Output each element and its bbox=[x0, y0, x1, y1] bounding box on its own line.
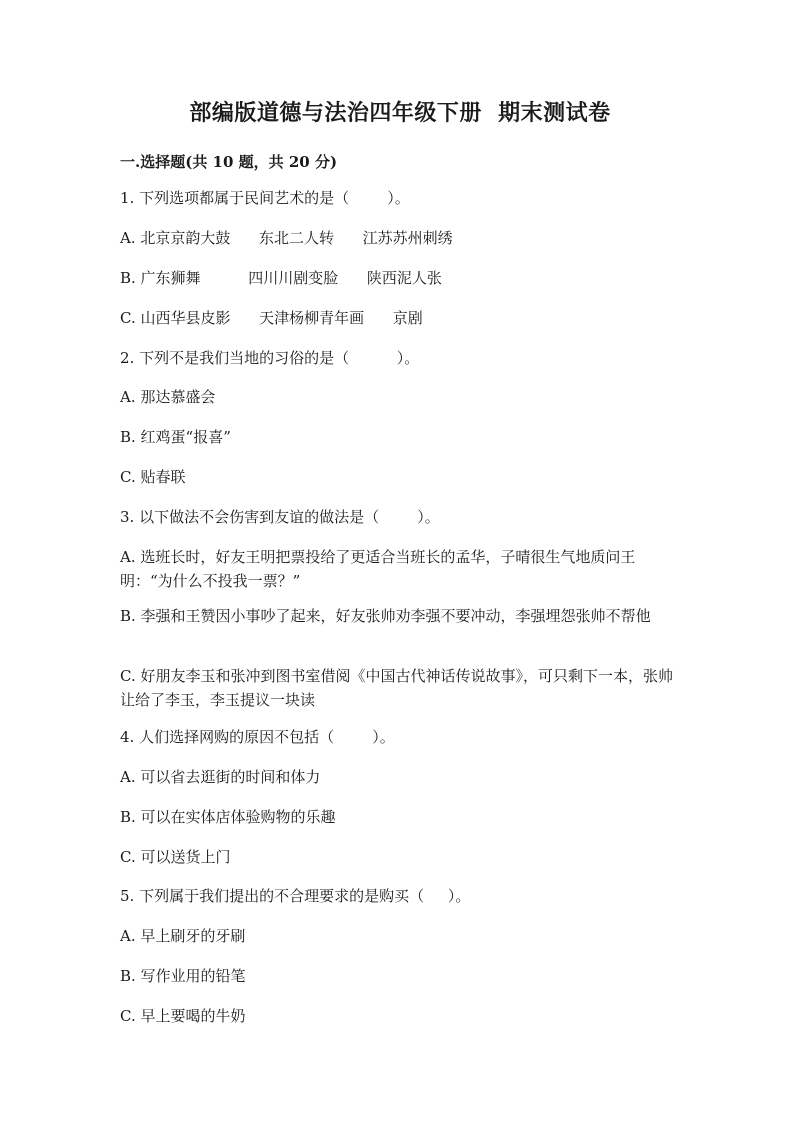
question-2-option-c: C. 贴春联 bbox=[120, 468, 186, 486]
question-1-option-c: C. 山西华县皮影 天津杨柳青年画 京剧 bbox=[120, 309, 423, 327]
question-5-option-a: A. 早上刷牙的牙刷 bbox=[120, 927, 246, 945]
question-5-stem: 5. 下列属于我们提出的不合理要求的是购买（ ）。 bbox=[120, 887, 471, 905]
question-4-option-c: C. 可以送货上门 bbox=[120, 848, 231, 866]
question-4-stem: 4. 人们选择网购的原因不包括（ ）。 bbox=[120, 728, 395, 746]
question-2-option-a: A. 那达慕盛会 bbox=[120, 388, 216, 406]
question-5-option-b: B. 写作业用的铅笔 bbox=[120, 967, 246, 985]
question-1-option-a: A. 北京京韵大鼓 东北二人转 江苏苏州刺绣 bbox=[120, 229, 453, 247]
question-3-option-c: C. 好朋友李玉和张冲到图书室借阅《中国古代神话传说故事》，可只剩下一本，张帅让给了李玉，李玉提议一块读 bbox=[120, 667, 673, 709]
question-2-stem: 2. 下列不是我们当地的习俗的是（ ）。 bbox=[120, 349, 420, 367]
question-1-stem: 1. 下列选项都属于民间艺术的是（ ）。 bbox=[120, 189, 410, 207]
question-1-option-b: B. 广东狮舞 四川川剧变脸 陕西泥人张 bbox=[120, 269, 442, 287]
question-3-option-a: A. 选班长时，好友王明把票投给了更适合当班长的孟华，子晴很生气地质问王明：“为什么不投我一票？” bbox=[120, 548, 636, 590]
question-5-option-c: C. 早上要喝的牛奶 bbox=[120, 1007, 246, 1025]
question-3-stem: 3. 以下做法不会伤害到友谊的做法是（ ）。 bbox=[120, 508, 440, 526]
question-3-option-b: B. 李强和王赞因小事吵了起来，好友张帅劝李强不要冲动，李强埋怨张帅不帮他 bbox=[120, 607, 651, 625]
page-title: 部编版道德与法治四年级下册 期末测试卷 bbox=[189, 100, 611, 126]
section-heading: 一.选择题(共 10 题，共 20 分) bbox=[120, 153, 338, 171]
question-4-option-b: B. 可以在实体店体验购物的乐趣 bbox=[120, 808, 336, 826]
question-4-option-a: A. 可以省去逛街的时间和体力 bbox=[120, 768, 321, 786]
question-2-option-b: B. 红鸡蛋“报喜” bbox=[120, 428, 231, 446]
